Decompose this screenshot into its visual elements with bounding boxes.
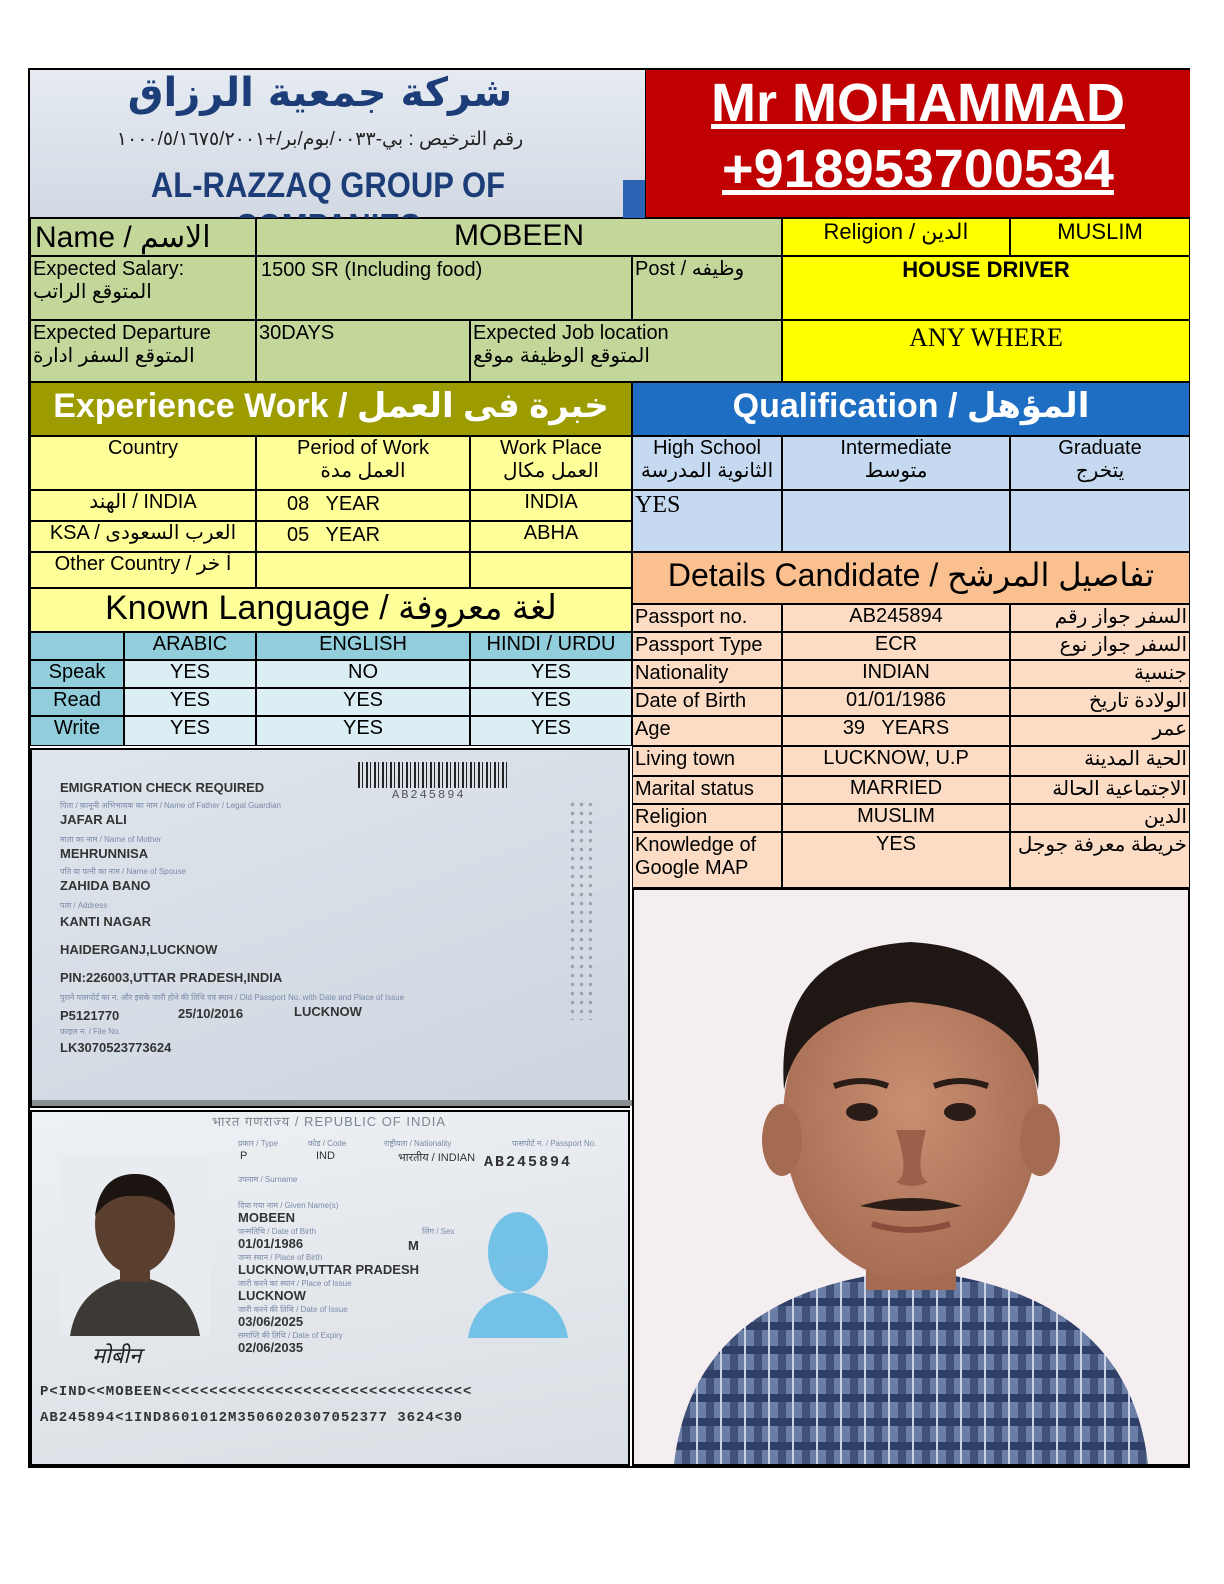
qualification-col-inter [782,436,1010,490]
language-cell: YES [470,660,632,688]
name-label: Name / الاسم [30,218,256,256]
poi: LUCKNOW [238,1288,306,1303]
mrz-line-2: AB245894<1IND8601012M3506020307052377 3624<30 [40,1410,464,1426]
passport-number: AB245894 [484,1154,573,1171]
old-passport-place: LUCKNOW [294,1004,362,1019]
details-label-ar: الولادة تاريخ [1010,688,1190,716]
company-name-english: AL-RAZZAQ GROUP OF [150,164,506,206]
address-line-3: PIN:226003,UTTAR PRADESH,INDIA [60,970,283,985]
language-cell: YES [124,688,256,716]
details-label-ar: عمر [1010,716,1190,746]
republic-header: भारत गणराज्य / REPUBLIC OF INDIA [212,1114,447,1129]
qualification-col-high-ar: الثانوية المدرسة [640,460,774,482]
candidate-photo-icon [634,890,1188,1464]
label-file-no: फ़ाइल न. / File No. [60,1027,121,1036]
details-label-ar: خريطة معرفة جوجل [1010,832,1190,888]
details-value: 39 YEARS [782,716,1010,746]
address-line-2: HAIDERGANJ,LUCKNOW [60,942,218,957]
dob: 01/01/1986 [238,1236,304,1251]
language-row-label: Write [30,716,124,746]
language-cell: YES [124,660,256,688]
pob: LUCKNOW,UTTAR PRADESH [238,1262,420,1277]
qualification-col-inter-ar: متوسط [864,460,928,482]
license-line: رقم الترخيص : بي-٠٠٣٣/بوم/بر/+١٠٠٠/٥/١٦٧٥/٢٠٠١ [116,129,524,150]
label-sex: लिंग / Sex [422,1227,455,1236]
ghost-photo [462,1198,574,1338]
contact-name: Mr MOHAMMAD [711,73,1125,133]
qualification-col-grad-ar: يتخرج [1075,460,1125,482]
qualification-col-grad-en: Graduate [1058,437,1142,459]
candidate-photo [632,888,1190,1466]
language-row-label: Read [30,688,124,716]
language-row-label: Speak [30,660,124,688]
barcode [358,762,510,788]
details-label: Passport no. [632,604,782,632]
religion-value: MUSLIM [1010,218,1190,256]
label-spouse: पति या पत्नी का नाम / Name of Spouse [60,867,187,876]
language-title: Known Language / لغة معروفة [30,588,632,632]
experience-col-period-ar: العمل مدة [320,460,406,482]
salary-value: 1500 SR (Including food) [256,256,632,320]
doi: 03/06/2025 [238,1314,304,1329]
details-label-ar: الحية المدينة [1010,746,1190,776]
post-value: HOUSE DRIVER [782,256,1190,320]
experience-col-place [470,436,632,490]
details-value: MARRIED [782,776,1010,804]
label-poi: जारी करने का स्थान / Place of Issue [238,1279,352,1288]
contact-phone: +918953700534 [722,139,1114,199]
label-dob: जन्मतिथि / Date of Birth [238,1227,317,1236]
experience-period: 08 YEAR [256,490,470,521]
qualification-grad-value [1010,490,1190,552]
details-value: LUCKNOW, U.P [782,746,1010,776]
spouse-name: ZAHIDA BANO [60,878,151,893]
experience-period: 05 YEAR [256,521,470,552]
details-label-ar: السفر جواز رقم [1010,604,1190,632]
details-value: MUSLIM [782,804,1010,832]
departure-label: Expected Departure [33,322,211,344]
language-col-header: ENGLISH [256,632,470,660]
departure-label-cell [30,320,256,382]
given-name: MOBEEN [238,1210,296,1225]
details-value: AB245894 [782,604,1010,632]
language-cell: YES [124,716,256,746]
salary-label: Expected Salary: [33,258,185,280]
label-type: प्रकार / Type [238,1139,279,1148]
experience-col-place-ar: العمل مكال [503,460,599,482]
label-given-name: दिया गया नाम / Given Name(s) [238,1201,339,1210]
label-father: पिता / क़ानूनी अभिभावक का नाम / Name of Father / Legal Guardian [60,801,281,810]
old-passport-no: P5121770 [60,1008,120,1023]
passport-back-page [30,748,630,1108]
father-name: JAFAR ALI [60,812,127,827]
language-cell: NO [256,660,470,688]
language-cell: YES [256,688,470,716]
experience-col-place-en: Work Place [500,437,602,459]
details-label-ar: الاجتماعية الحالة [1010,776,1190,804]
details-label: Passport Type [632,632,782,660]
sex: M [408,1238,419,1253]
language-cell: YES [256,716,470,746]
label-surname: उपनाम / Surname [238,1175,298,1184]
religion-label: Religion / الدين [782,218,1010,256]
experience-place: ABHA [470,521,632,552]
label-old-passport: पुराने पासपोर्ट का न. और इसके जारी होने की तिथि एवं स्थान / Old Passport No. with Date and Place of Issue [60,993,405,1002]
language-cell: YES [470,688,632,716]
salary-label-cell [30,256,256,320]
passport-photo-page [30,1110,630,1466]
details-label: Knowledge of Google MAP [632,832,782,888]
holder-photo-icon [60,1156,210,1336]
experience-col-period [256,436,470,490]
details-label: Nationality [632,660,782,688]
language-col-header: HINDI / URDU [470,632,632,660]
departure-value: 30DAYS [256,320,470,382]
details-label: Date of Birth [632,688,782,716]
experience-country: Other Country / آ خر [30,552,256,588]
emigration-heading: EMIGRATION CHECK REQUIRED [60,780,265,795]
qualification-col-grad [1010,436,1190,490]
details-label: Marital status [632,776,782,804]
details-title: Details Candidate / تفاصيل المرشح [632,552,1190,604]
page-edge [32,1100,632,1106]
company-name-arabic: شركة جمعية الرزاق [127,70,513,116]
location-label-ar: المتوقع الوظيفة موقع [473,345,650,367]
holder-signature: मोबीन [92,1343,142,1368]
experience-col-country: Country [30,436,256,490]
label-address: पता / Address [60,901,108,910]
label-doi: जारी करने की तिथि / Date of Issue [238,1305,348,1314]
perforation-dots [568,800,598,1020]
details-value: INDIAN [782,660,1010,688]
post-label: Post / وظيفه [632,256,782,320]
doe: 02/06/2035 [238,1340,304,1355]
holder-photo [60,1156,210,1336]
mrz-line-1: P<IND<<MOBEEN<<<<<<<<<<<<<<<<<<<<<<<<<<<<<<<<< [40,1384,473,1400]
candidate-sheet [28,68,1190,1468]
file-no: LK3070523773624 [60,1040,172,1055]
experience-period [256,552,470,588]
details-label-ar: السفر جواز نوع [1010,632,1190,660]
experience-col-period-en: Period of Work [297,437,429,459]
salary-label-ar: المتوقع الراتب [33,281,152,303]
nationality: भारतीय / INDIAN [398,1152,476,1164]
label-nationality: राष्ट्रीयता / Nationality [384,1139,452,1148]
experience-country: الهند / INDIA [30,490,256,521]
mother-name: MEHRUNNISA [60,846,149,861]
label-pob: जन्म स्थान / Place of Birth [238,1253,323,1262]
details-label: Living town [632,746,782,776]
label-mother: माता का नाम / Name of Mother [60,835,162,844]
qualification-col-high [632,436,782,490]
location-label: Expected Job location [473,322,669,344]
barcode-text: AB245894 [392,788,466,802]
location-value: ANY WHERE [782,320,1190,382]
qualification-col-high-en: High School [653,437,761,459]
logo-corner-accent [623,180,645,218]
location-label-cell [470,320,782,382]
ghost-photo-icon [462,1198,574,1338]
language-cell: YES [470,716,632,746]
label-doe: समाप्ति की तिथि / Date of Expiry [238,1331,343,1340]
country-code: IND [316,1150,335,1162]
details-value: ECR [782,632,1010,660]
language-col-header: ARABIC [124,632,256,660]
old-passport-date: 25/10/2016 [178,1006,244,1021]
details-label-ar: جنسية [1010,660,1190,688]
departure-label-ar: المتوقع السفر ادارة [33,345,195,367]
experience-title: Experience Work / خبرة فى العمل [30,382,632,436]
passport-type: P [240,1150,248,1162]
name-value: MOBEEN [256,218,782,256]
contact-banner [646,70,1190,218]
experience-place [470,552,632,588]
details-value: 01/01/1986 [782,688,1010,716]
details-label: Religion [632,804,782,832]
label-passport-no: पासपोर्ट न. / Passport No. [512,1139,597,1148]
experience-country: KSA / العرب السعودى [30,521,256,552]
language-corner [30,632,124,660]
qualification-high-value: YES [632,490,782,552]
qualification-inter-value [782,490,1010,552]
details-value: YES [782,832,1010,888]
company-logo [30,70,646,218]
qualification-title: Qualification / المؤهل [632,382,1190,436]
experience-place: INDIA [470,490,632,521]
details-label: Age [632,716,782,746]
address-line-1: KANTI NAGAR [60,914,151,929]
qualification-col-inter-en: Intermediate [840,437,952,459]
details-label-ar: الدين [1010,804,1190,832]
label-code: कोड / Code [308,1139,347,1148]
